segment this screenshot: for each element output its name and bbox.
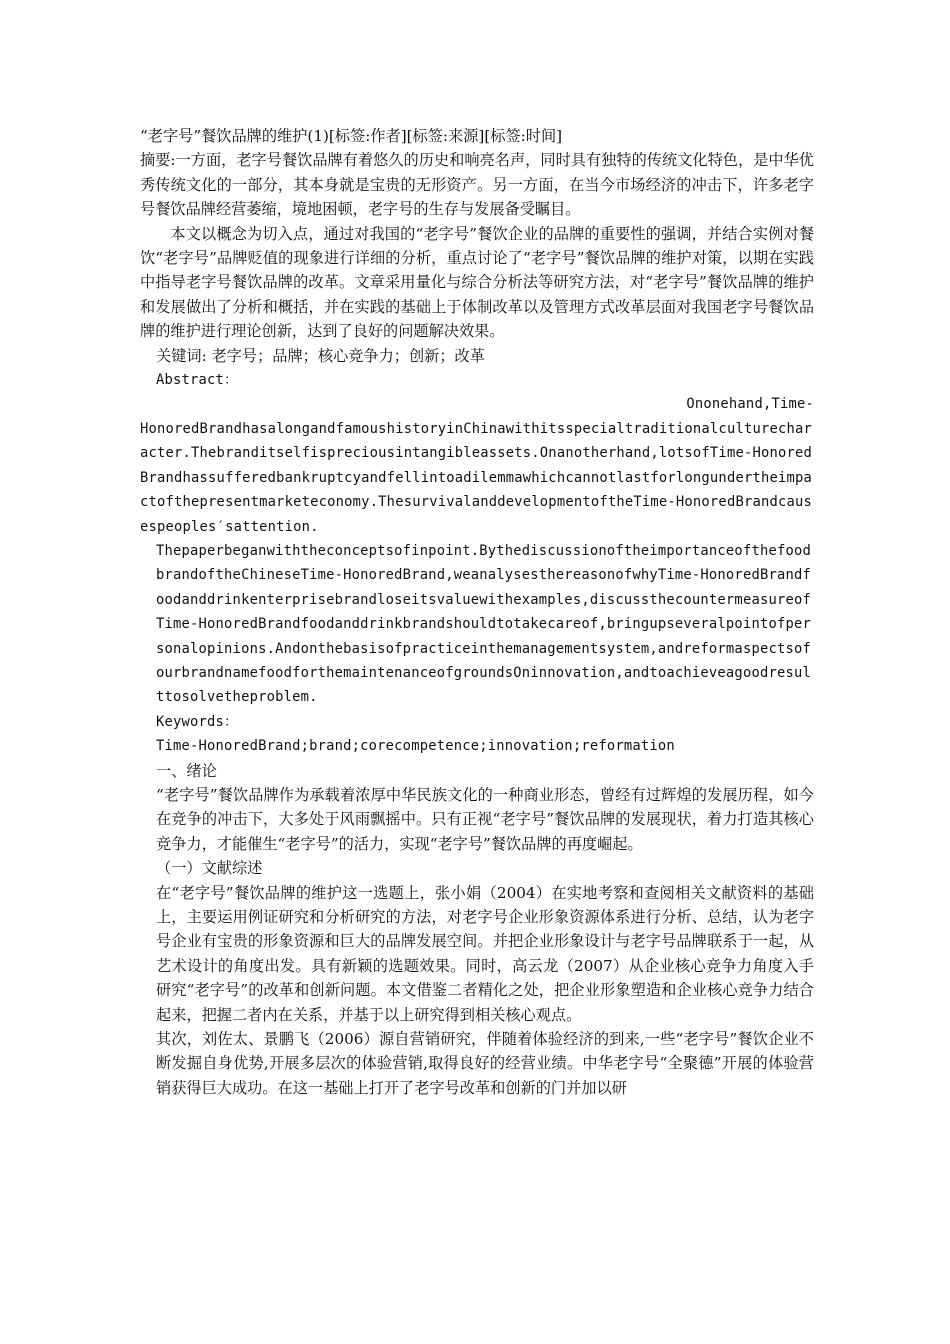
section-1-paragraph: “老字号”餐饮品牌作为承载着浓厚中华民族文化的一种商业形态，曾经有过辉煌的发展历程，如今在竞争的冲击下，大多处于风雨飘摇中。只有正视“老字号”餐饮品牌的发展现状，着力打造其核心竞争力，才能催生“老字号”的活力，实现“老字号”餐饮品牌的再度崛起。 <box>156 785 814 853</box>
subsection-1-paragraph-2: 其次，刘佐太、景鹏飞（2006）源自营销研究，伴随着体验经济的到来,一些“老字号”餐饮企业不断发掘自身优势,开展多层次的体验营销,取得良好的经营业绩。中华老字号“全聚德”开展的体验营销获得巨大成功。在这一基础上打开了老字号改革和创新的门并加以研 <box>156 1030 814 1097</box>
abstract-en-label: Abstract： <box>156 372 239 389</box>
document-title: “老字号”餐饮品牌的维护(1)[标签:作者][标签:来源][标签:时间] <box>140 127 563 145</box>
abstract-en-lead: Ononehand,Time- <box>686 396 814 413</box>
document-body <box>140 124 814 1100</box>
abstract-cn-paragraph-1: 摘要:一方面，老字号餐饮品牌有着悠久的历史和响亮名声，同时具有独特的传统文化特色，是中华优秀传统文化的一部分，其本身就是宝贵的无形资产。另一方面，在当今市场经济的冲击下，许多老字号餐饮品牌经营萎缩，境地困顿，老字号的生存与发展备受瞩目。 <box>140 151 814 219</box>
abstract-cn-paragraph-2: 本文以概念为切入点，通过对我国的“老字号”餐饮企业的品牌的重要性的强调，并结合实例对餐饮“老字号”品牌贬值的现象进行详细的分析，重点讨论了“老字号”餐饮品牌的维护对策，以期在实践中指导老字号餐饮品牌的改革。文章采用量化与综合分析法等研究方法，对“老字号”餐饮品牌的维护和发展做出了分析和概括，并在实践的基础上于体制改革以及管理方式改革层面对我国老字号餐饮品牌的维护进行理论创新，达到了良好的问题解决效果。 <box>140 224 814 341</box>
abstract-en-paragraph-2: Thepaperbeganwiththeconceptsofinpoint.BythediscussionoftheimportanceofthefoodbrandoftheChineseTime-HonoredBrand,weanalysesthereasonofwhyTime-HonoredBrandfoodanddrinkenterprisebrandloseitsvaluewithexamples,discussthecountermeasureofTime-HonoredBrandfoodanddrinkbrandshouldtotakecareof,bringupseveralpointofpersonalopinions.Andonthebasisofpracticeinthemanagementsystem,andreformaspectsofourbrandnamefoodforthemaintenanceofgroundsOninnovation,andtoachieveagoodresulttosolvetheproblem. <box>156 542 811 706</box>
subsection-1-heading: （一）文献综述 <box>156 859 263 878</box>
keywords-en-label: Keywords： <box>156 713 239 730</box>
keywords-cn: 关键词: 老字号；品牌；核心竞争力；创新；改革 <box>156 346 485 365</box>
abstract-en-paragraph-1: HonoredBrandhasalongandfamoushistoryinChinawithitsspecialtraditionalculturecharacter.Thebranditselfispreciousintangibleassets.Onanotherhand,lotsofTime-HonoredBrandhassufferedbankruptcyandfellintoadilemmawhichcannotlastforlongundertheimpactofthepresentmarketeconomy.ThesurvivalanddevelopmentoftheTime-HonoredBrandcausespeoples′sattention. <box>140 420 813 535</box>
keywords-en: Time-HonoredBrand;brand;corecompetence;innovation;reformation <box>156 738 675 755</box>
section-1-heading: 一、绪论 <box>156 761 217 780</box>
subsection-1-paragraph-1: 在“老字号”餐饮品牌的维护这一选题上，张小娟（2004）在实地考察和查阅相关文献资料的基础上，主要运用例证研究和分析研究的方法，对老字号企业形象资源体系进行分析、总结，认为老字号企业有宝贵的形象资源和巨大的品牌发展空间。并把企业形象设计与老字号品牌联系于一起，从艺术设计的角度出发。具有新颖的选题效果。同时，高云龙（2007）从企业核心竞争力角度入手研究“老字号”的改革和创新问题。本文借鉴二者精化之处，把企业形象塑造和企业核心竞争力结合起来，把握二者内在关系，并基于以上研究得到相关核心观点。 <box>156 883 814 1024</box>
